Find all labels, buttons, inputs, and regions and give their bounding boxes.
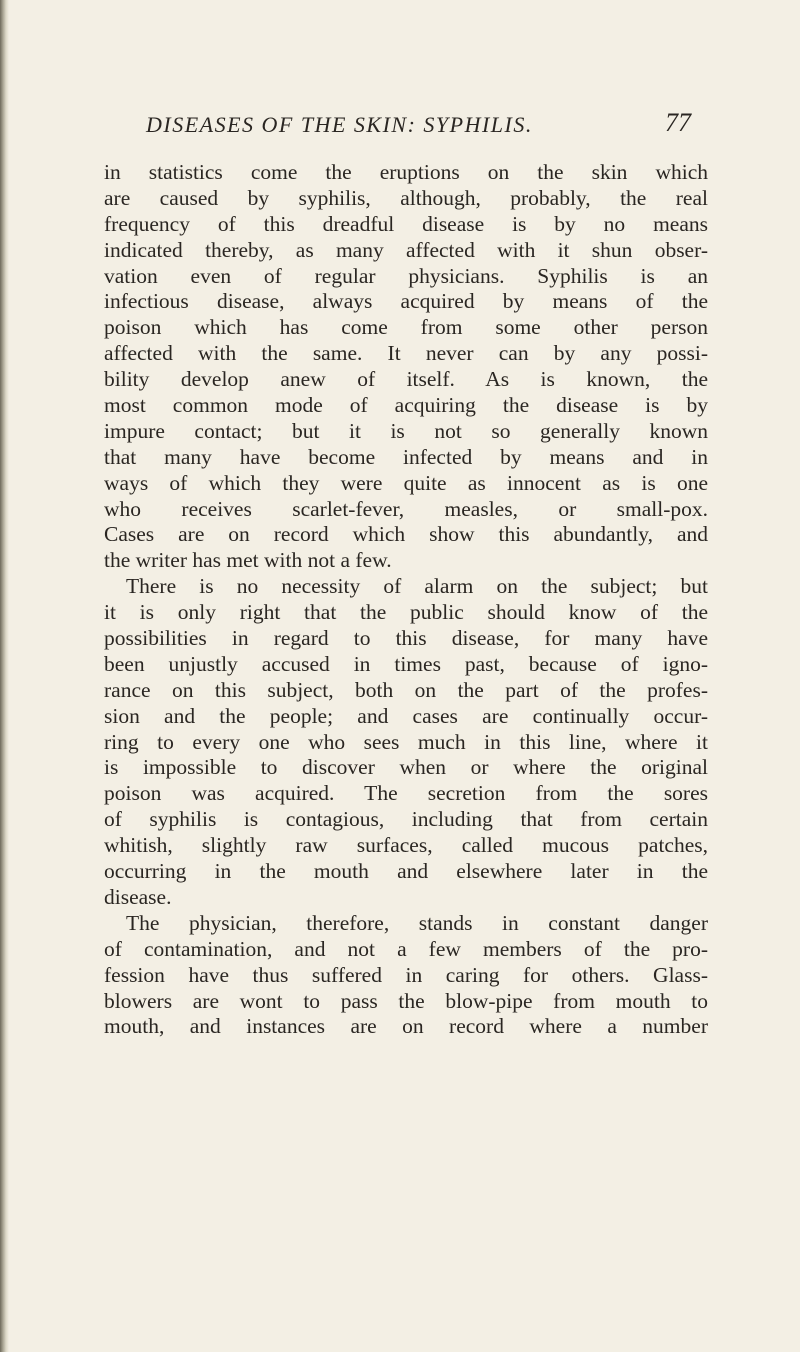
text-line: infectious disease, always acquired by means of the — [104, 289, 708, 314]
text-line: are caused by syphilis, although, probably, the real — [104, 185, 708, 210]
text-line: rance on this subject, both on the part of the profes- — [104, 677, 708, 702]
text-line: affected with the same. It never can by any possi- — [104, 341, 708, 366]
text-line: whitish, slightly raw surfaces, called mucous patches, — [104, 833, 708, 858]
text-line: occurring in the mouth and elsewhere later in the — [104, 859, 708, 884]
text-line: poison was acquired. The secretion from the sores — [104, 781, 708, 806]
text-line: ways of which they were quite as innocent as is one — [104, 470, 708, 495]
text-line: sion and the people; and cases are continually occur- — [104, 703, 708, 728]
text-line: it is only right that the public should know of the — [104, 600, 708, 625]
text-line: vation even of regular physicians. Syphilis is an — [104, 263, 708, 288]
text-line: frequency of this dreadful disease is by no means — [104, 211, 708, 236]
text-line: possibilities in regard to this disease, for many have — [104, 626, 708, 651]
running-head: DISEASES OF THE SKIN: SYPHILIS. — [146, 112, 533, 137]
text-line: disease. — [104, 884, 172, 909]
text-line: who receives scarlet-fever, measles, or small-pox. — [104, 496, 708, 521]
text-line: Cases are on record which show this abundantly, and — [104, 522, 708, 547]
text-line: most common mode of acquiring the disease is by — [104, 393, 708, 418]
text-line: in statistics come the eruptions on the skin which — [104, 160, 708, 184]
text-line: is impossible to discover when or where the original — [104, 755, 708, 780]
text-line: of syphilis is contagious, including that from certain — [104, 807, 708, 832]
text-line: The physician, therefore, stands in constant danger — [126, 910, 708, 935]
text-line: impure contact; but it is not so generally known — [104, 418, 708, 443]
text-line: the writer has met with not a few. — [104, 548, 392, 573]
page-number: 77 — [665, 108, 691, 137]
text-line: blowers are wont to pass the blow-pipe from mouth to — [104, 988, 708, 1013]
body-text — [104, 160, 708, 1040]
text-line: mouth, and instances are on record where a number — [104, 1014, 708, 1039]
text-line: bility develop anew of itself. As is known, the — [104, 367, 708, 392]
text-line: poison which has come from some other person — [104, 315, 708, 340]
text-line: ring to every one who sees much in this line, where it — [104, 729, 708, 754]
text-line: There is no necessity of alarm on the subject; but — [126, 574, 708, 599]
text-line: of contamination, and not a few members of the pro- — [104, 936, 708, 961]
text-line: indicated thereby, as many affected with it shun obser- — [104, 237, 708, 262]
text-line: fession have thus suffered in caring for others. Glass- — [104, 962, 708, 987]
text-line: that many have become infected by means and in — [104, 444, 708, 469]
text-line: been unjustly accused in times past, because of igno- — [104, 651, 708, 676]
